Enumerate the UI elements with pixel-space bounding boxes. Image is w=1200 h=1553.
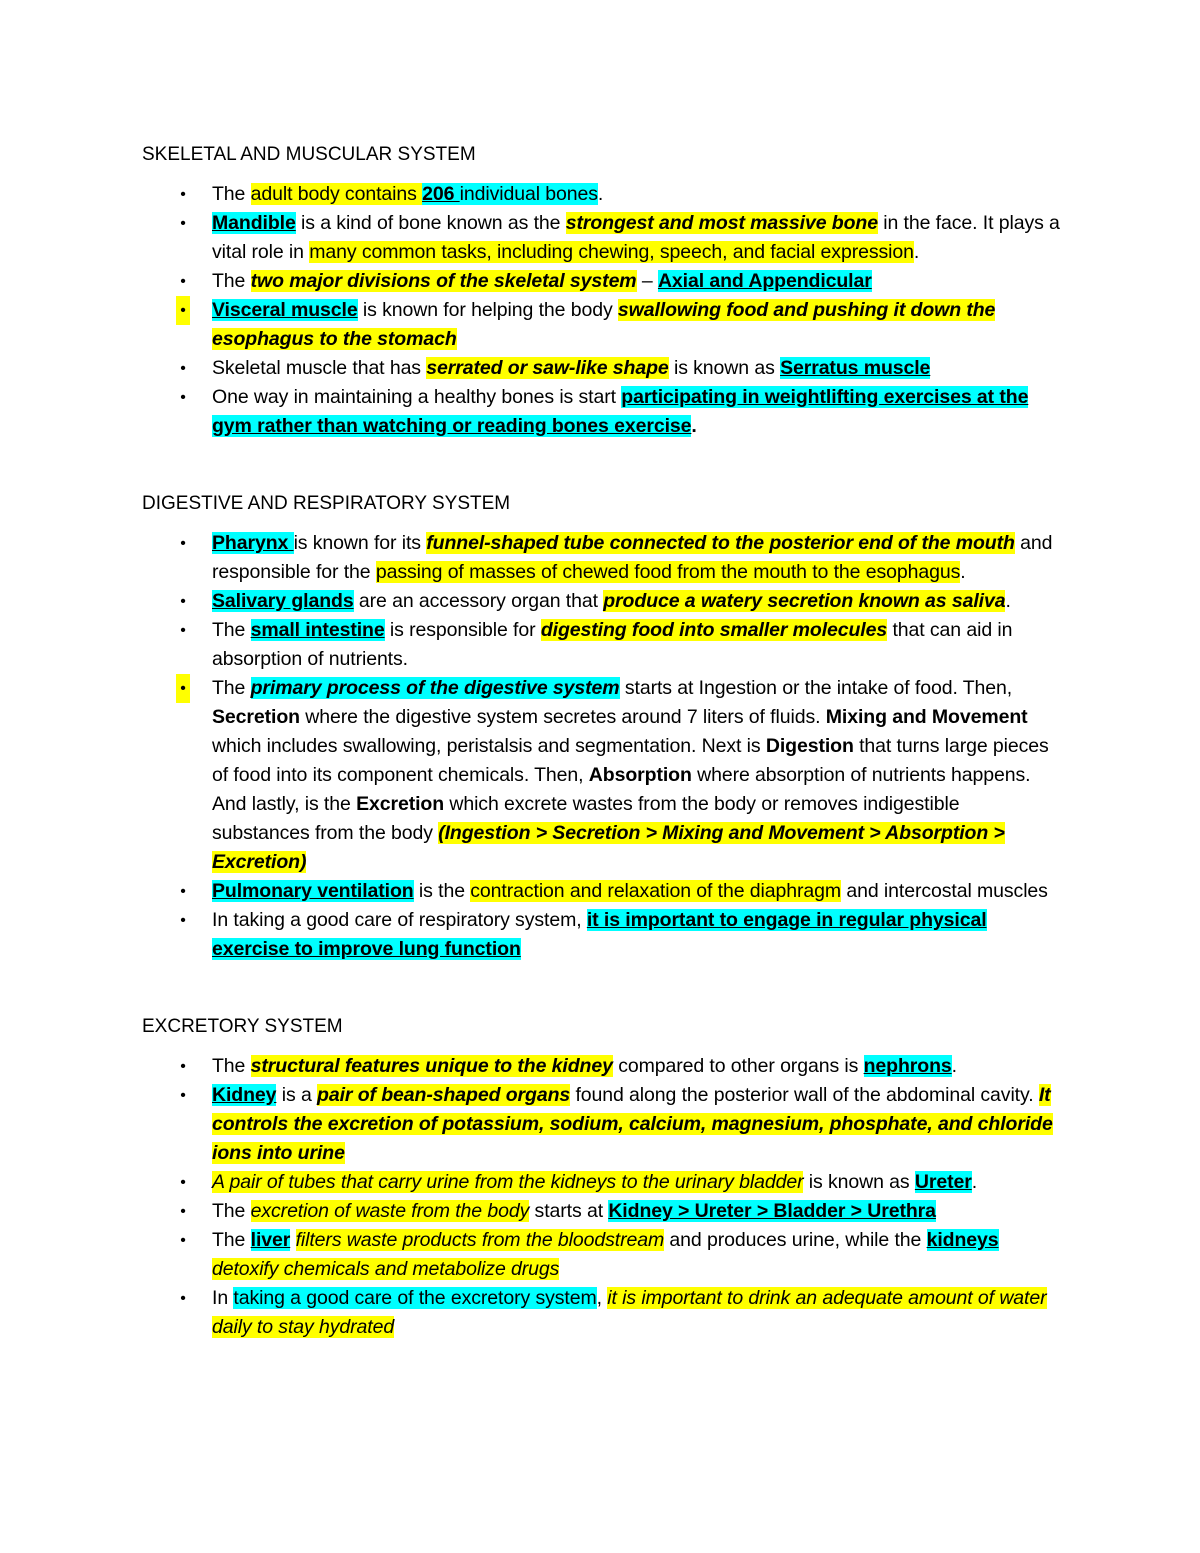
- text-run: The: [212, 677, 251, 699]
- bullet-item: [142, 529, 1062, 587]
- bullet-item: [142, 180, 1062, 209]
- text-run: is known as: [803, 1171, 915, 1193]
- text-run: where the digestive system secretes around 7 liters of fluids.: [299, 706, 826, 728]
- bullet-icon: •: [180, 360, 186, 377]
- text-run: .: [971, 1171, 978, 1193]
- highlighted-text: two major divisions of the skeletal system: [250, 270, 637, 292]
- text-run: The: [212, 619, 251, 641]
- bullet-list: [142, 180, 1062, 441]
- document-body: [142, 140, 1062, 1342]
- section-spacer: [142, 441, 1062, 489]
- text-run: In: [212, 1287, 234, 1309]
- text-run: compared to other organs is: [612, 1055, 864, 1077]
- bullet-icon: •: [180, 186, 186, 203]
- text-run: are an accessory organ that: [353, 590, 604, 612]
- text-run: The: [212, 1055, 251, 1077]
- text-run: is a: [276, 1084, 318, 1106]
- highlighted-text: structural features unique to the kidney: [250, 1055, 613, 1077]
- highlighted-text: A pair of tubes that carry urine from the kidneys to the urinary bladder: [212, 1171, 804, 1193]
- text-run: –: [636, 270, 658, 292]
- text-run: is responsible for: [384, 619, 541, 641]
- bullet-item: [142, 354, 1062, 383]
- text-run: The: [212, 270, 251, 292]
- highlighted-text: individual bones: [459, 183, 598, 205]
- text-run: is known as: [668, 357, 781, 379]
- highlighted-text: strongest and most massive bone: [565, 212, 878, 234]
- text-run: .: [1005, 590, 1011, 612]
- text-run: .: [913, 241, 920, 263]
- bullet-icon: •: [180, 215, 186, 232]
- highlighted-text: participating in weightlifting exercises at the gym rather than watching or reading bones exercise: [212, 386, 1029, 437]
- bullet-item: [142, 1081, 1062, 1168]
- text-run: .: [960, 561, 966, 583]
- bullet-icon: •: [180, 912, 186, 929]
- text-run: One way in maintaining a healthy bones is start: [212, 386, 622, 408]
- text-run: and intercostal muscles: [841, 880, 1048, 902]
- bullet-item: [142, 1226, 1062, 1284]
- highlighted-text: many common tasks, including chewing, speech, and facial expression: [309, 241, 914, 263]
- highlighted-text: funnel-shaped tube connected to the posterior end of the mouth: [426, 532, 1015, 554]
- highlighted-text: taking a good care of the excretory system: [233, 1287, 597, 1309]
- highlighted-text: It controls the excretion of potassium, sodium, calcium, magnesium, phosphate, and chloride ions into urine: [212, 1084, 1053, 1164]
- highlighted-text: swallowing food and pushing it down the esophagus to the stomach: [212, 299, 996, 350]
- bullet-icon: •: [180, 535, 186, 552]
- section-heading: EXCRETORY SYSTEM: [142, 1016, 343, 1037]
- bullet-icon: •: [180, 1290, 186, 1307]
- highlighted-text: digesting food into smaller molecules: [540, 619, 888, 641]
- text-run: which excrete wastes from the body or removes indigestible substances from the body: [212, 793, 960, 844]
- highlighted-text: produce a watery secretion known as saliva: [603, 590, 1006, 612]
- bullet-icon: •: [180, 593, 186, 610]
- highlighted-text: it is important to engage in regular physical exercise to improve lung function: [212, 909, 987, 960]
- bullet-icon: •: [180, 389, 186, 406]
- text-run: which includes swallowing, peristalsis and segmentation. Next is: [212, 735, 766, 757]
- bullet-icon: •: [180, 1174, 186, 1191]
- bullet-icon: •: [180, 622, 186, 639]
- text-run: In taking a good care of respiratory system,: [212, 909, 587, 931]
- text-run: ,: [596, 1287, 608, 1309]
- text-run: is known for its: [293, 532, 427, 554]
- highlighted-text: Ureter: [914, 1171, 972, 1193]
- highlighted-text: liver: [250, 1229, 291, 1251]
- bullet-icon: •: [180, 1087, 186, 1104]
- text-run: that can aid in absorption of nutrients.: [212, 619, 1013, 670]
- text-run: Excretion: [356, 793, 445, 815]
- text-run: and produces urine, while the: [664, 1229, 927, 1251]
- text-run: The: [212, 1229, 251, 1251]
- text-run: that turns large pieces of food into its component chemicals. Then,: [212, 735, 1049, 786]
- text-run: Mixing and Movement: [825, 706, 1028, 728]
- text-run: Digestion: [765, 735, 854, 757]
- bullet-item: [142, 1168, 1062, 1197]
- highlighted-text: pair of bean-shaped organs: [317, 1084, 571, 1106]
- bullet-item: [142, 1284, 1062, 1342]
- text-run: starts at: [529, 1200, 609, 1222]
- text-run: is known for helping the body: [357, 299, 618, 321]
- text-run: Skeletal muscle that has: [212, 357, 427, 379]
- bullet-list: [142, 1052, 1062, 1342]
- highlighted-text: nephrons: [863, 1055, 952, 1077]
- text-run: where absorption of nutrients happens. And lastly, is the: [212, 764, 1031, 815]
- bullet-item: [142, 267, 1062, 296]
- highlighted-text: Visceral muscle: [212, 299, 358, 321]
- highlighted-text: Axial and Appendicular: [657, 270, 872, 292]
- highlighted-text: Pulmonary ventilation: [212, 880, 414, 902]
- highlighted-text: (Ingestion > Secretion > Mixing and Movement > Absorption > Excretion): [212, 822, 1005, 873]
- bullet-icon: •: [180, 1058, 186, 1075]
- highlighted-text: primary process of the digestive system: [250, 677, 620, 699]
- text-run: The: [212, 1200, 251, 1222]
- bullet-list: [142, 529, 1062, 964]
- highlighted-text: Serratus muscle: [780, 357, 931, 379]
- bullet-item: [142, 877, 1062, 906]
- section-spacer: [142, 964, 1062, 1012]
- highlighted-text: Pharynx: [212, 532, 294, 554]
- bullet-icon: •: [180, 883, 186, 900]
- bullet-icon: •: [180, 1203, 186, 1220]
- bullet-item: [142, 1197, 1062, 1226]
- highlighted-text: filters waste products from the bloodstream: [295, 1229, 665, 1251]
- bullet-item: [142, 906, 1062, 964]
- text-run: The: [212, 183, 251, 205]
- highlighted-text: 206: [422, 183, 460, 205]
- bullet-item: [142, 209, 1062, 267]
- bullet-item: [142, 296, 1062, 354]
- highlighted-text: detoxify chemicals and metabolize drugs: [212, 1258, 560, 1280]
- text-run: is the: [413, 880, 471, 902]
- highlighted-text: kidneys: [926, 1229, 999, 1251]
- bullet-icon: •: [180, 1232, 186, 1249]
- text-run: found along the posterior wall of the abdominal cavity.: [570, 1084, 1039, 1106]
- bullet-icon: •: [176, 296, 190, 325]
- text-run: starts at Ingestion or the intake of food. Then,: [619, 677, 1013, 699]
- bullet-item: [142, 383, 1062, 441]
- text-run: .: [597, 183, 604, 205]
- text-run: is a kind of bone known as the: [295, 212, 566, 234]
- highlighted-text: adult body contains: [250, 183, 423, 205]
- text-run: in the face. It plays a vital role in: [212, 212, 1060, 263]
- section-heading: SKELETAL AND MUSCULAR SYSTEM: [142, 144, 476, 165]
- highlighted-text: Salivary glands: [212, 590, 354, 612]
- highlighted-text: Kidney: [212, 1084, 277, 1106]
- highlighted-text: Kidney > Ureter > Bladder > Urethra: [608, 1200, 936, 1222]
- bullet-icon: •: [180, 273, 186, 290]
- section-heading: DIGESTIVE AND RESPIRATORY SYSTEM: [142, 493, 511, 514]
- highlighted-text: excretion of waste from the body: [250, 1200, 530, 1222]
- highlighted-text: it is important to drink an adequate amount of water daily to stay hydrated: [212, 1287, 1047, 1338]
- highlighted-text: serrated or saw-like shape: [426, 357, 669, 379]
- bullet-item: [142, 1052, 1062, 1081]
- text-run: .: [951, 1055, 957, 1077]
- bullet-item: [142, 616, 1062, 674]
- highlighted-text: contraction and relaxation of the diaphragm: [470, 880, 842, 902]
- text-run: [290, 1229, 295, 1251]
- highlighted-text: passing of masses of chewed food from the mouth to the esophagus: [375, 561, 961, 583]
- text-run: .: [691, 415, 697, 437]
- highlighted-text: small intestine: [250, 619, 385, 641]
- bullet-icon: •: [176, 674, 190, 703]
- text-run: and responsible for the: [212, 532, 1053, 583]
- highlighted-text: Mandible: [212, 212, 296, 234]
- text-run: Absorption: [588, 764, 692, 786]
- bullet-item: [142, 674, 1062, 877]
- bullet-item: [142, 587, 1062, 616]
- text-run: Secretion: [212, 706, 300, 728]
